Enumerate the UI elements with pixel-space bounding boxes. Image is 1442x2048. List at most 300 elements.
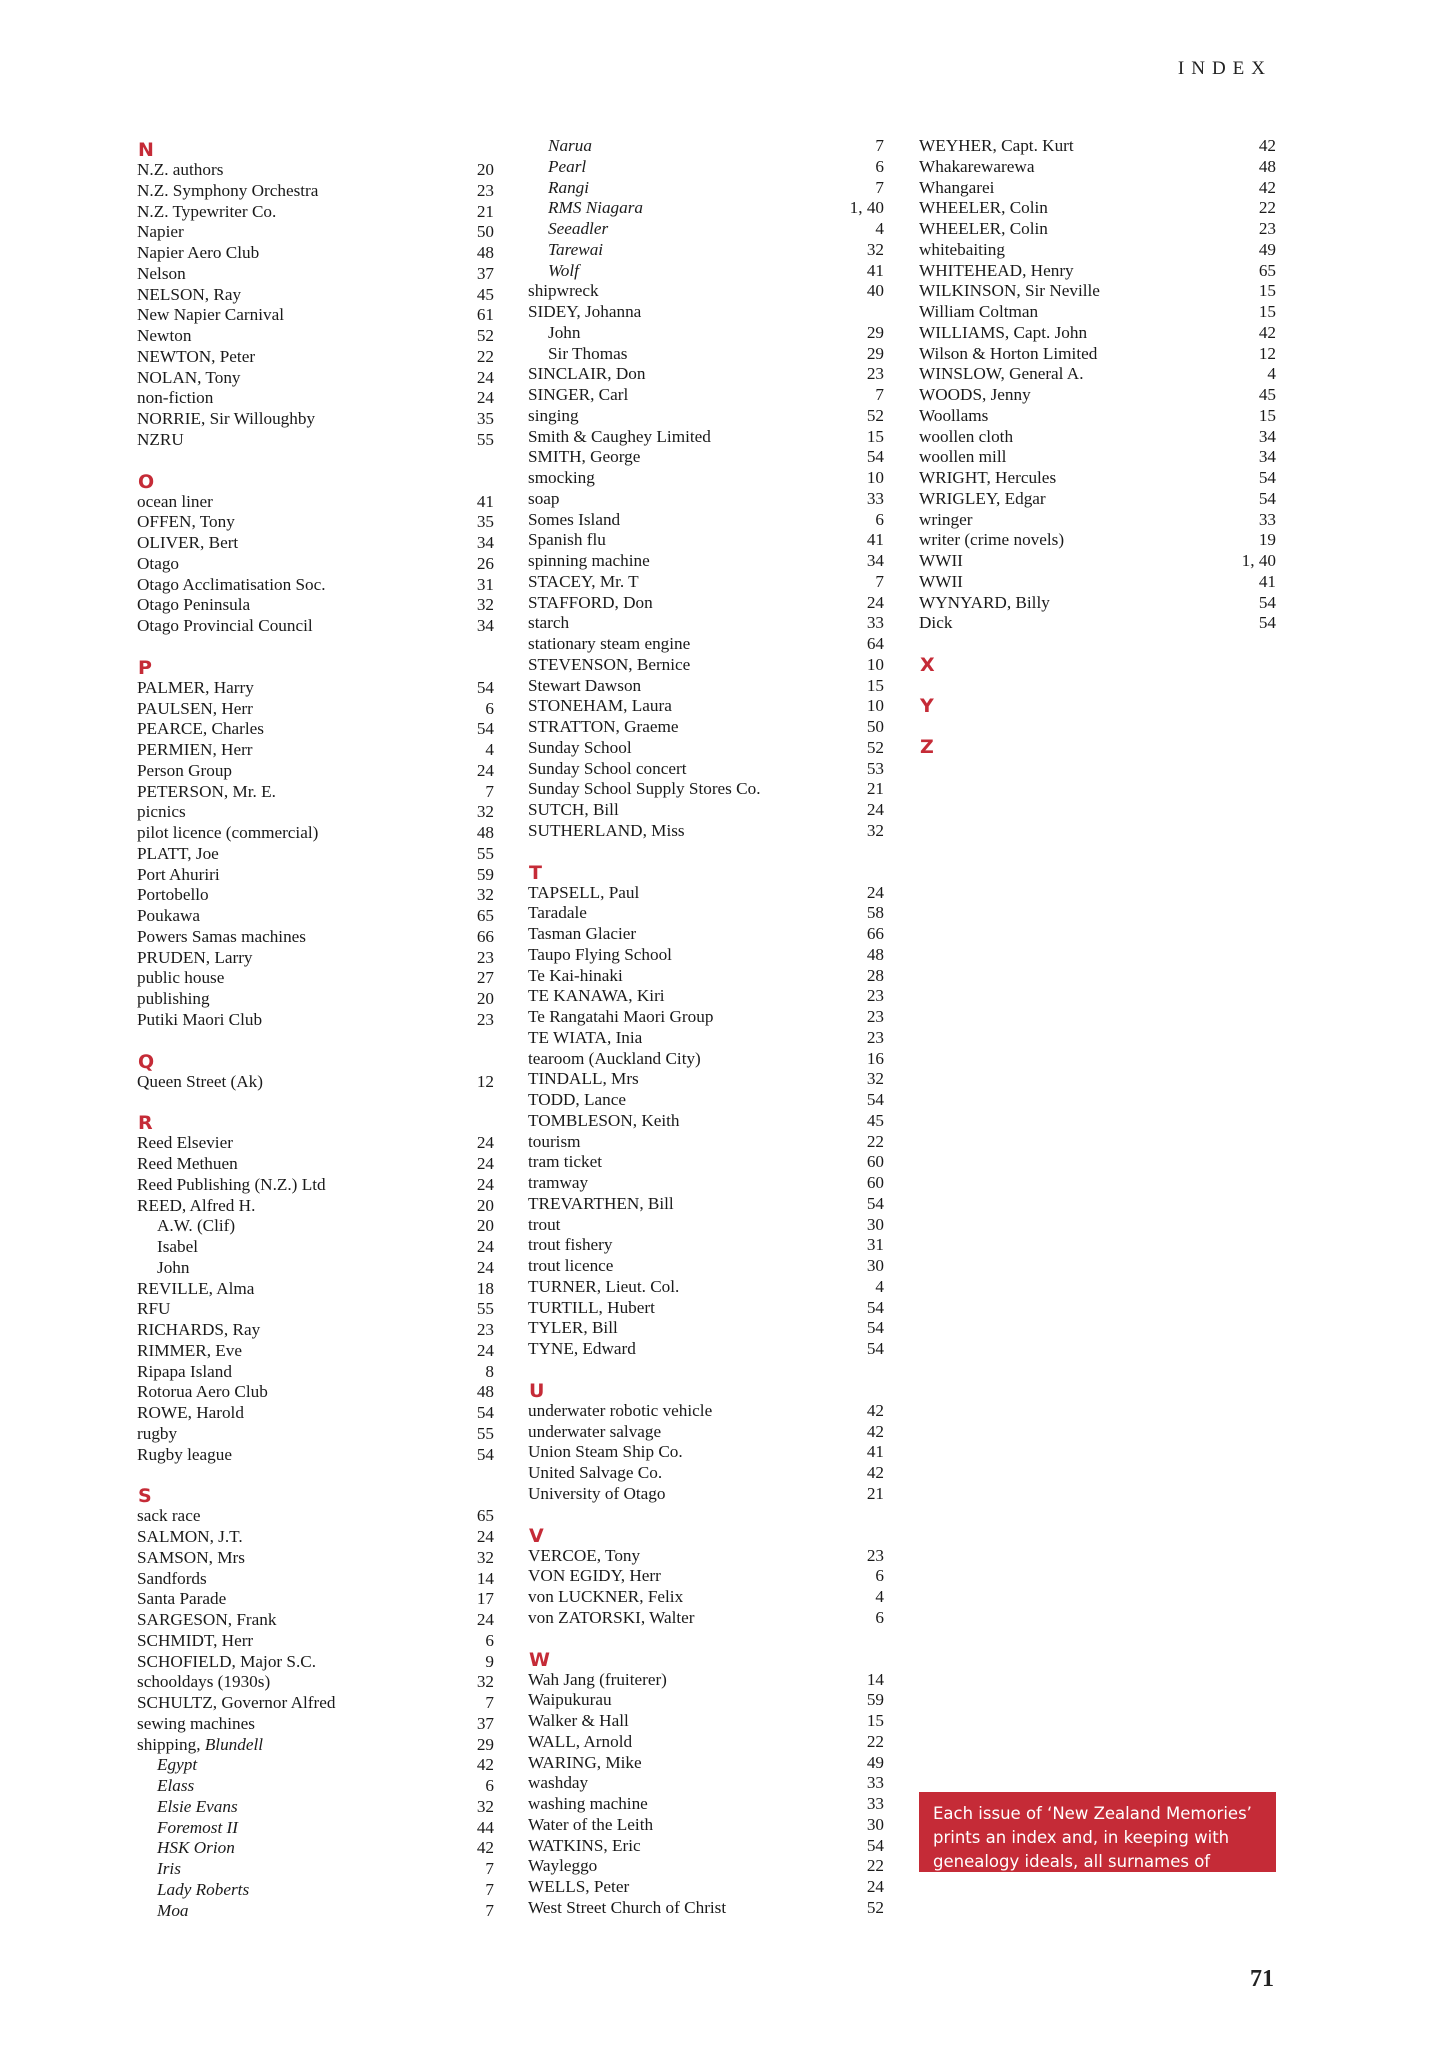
index-entry bbox=[528, 1256, 884, 1277]
index-entry-term: Otago Provincial Council bbox=[137, 616, 313, 635]
index-entry-page: 54 bbox=[866, 1318, 884, 1338]
index-entry bbox=[137, 554, 494, 575]
index-entry-term: Reed Methuen bbox=[137, 1154, 238, 1173]
index-entry-term: WARING, Mike bbox=[528, 1752, 642, 1772]
index-entry-term: WRIGHT, Hercules bbox=[919, 468, 1057, 487]
index-entry bbox=[137, 823, 494, 844]
index-entry-page: 54 bbox=[1258, 613, 1276, 633]
index-entry-term: OLIVER, Bert bbox=[137, 533, 239, 552]
index-entry-page: 34 bbox=[866, 551, 884, 570]
index-entry bbox=[528, 510, 884, 531]
index-entry-term: TYLER, Bill bbox=[528, 1318, 618, 1338]
index-entry bbox=[919, 530, 1276, 551]
index-entry bbox=[137, 160, 494, 181]
index-entry-page: 7 bbox=[485, 1900, 494, 1920]
index-entry-page: 7 bbox=[875, 136, 884, 155]
index-entry-term: Rangi bbox=[548, 177, 590, 197]
index-entry bbox=[137, 719, 494, 740]
index-entry-page: 24 bbox=[476, 1610, 494, 1629]
index-entry bbox=[528, 551, 884, 572]
index-entry-page: 54 bbox=[866, 1339, 884, 1358]
index-entry bbox=[137, 948, 494, 969]
index-entry bbox=[528, 261, 884, 282]
index-entry-term: WWII bbox=[919, 551, 963, 570]
index-entry-page: 6 bbox=[875, 509, 884, 529]
section-gap bbox=[137, 1031, 494, 1048]
index-entry-term: Somes Island bbox=[528, 509, 621, 529]
index-entry-page: 22 bbox=[866, 1731, 884, 1751]
index-entry-page: 15 bbox=[866, 426, 884, 446]
section-gap bbox=[137, 451, 494, 468]
index-entry bbox=[528, 779, 884, 800]
index-entry-term: PERMIEN, Herr bbox=[137, 740, 253, 759]
index-entry bbox=[919, 323, 1276, 344]
index-entry-term: SMITH, George bbox=[528, 447, 641, 467]
index-entry bbox=[919, 406, 1276, 427]
index-entry-term: Waipukurau bbox=[528, 1690, 612, 1710]
index-entry-page: 32 bbox=[866, 1069, 884, 1089]
index-entry-term: John bbox=[157, 1257, 190, 1277]
index-entry-term: tramway bbox=[528, 1173, 589, 1192]
index-entry-page: 54 bbox=[866, 1297, 884, 1317]
index-entry-page: 24 bbox=[476, 1237, 494, 1256]
index-entry-term: tourism bbox=[528, 1131, 581, 1151]
index-entry-page: 23 bbox=[1258, 219, 1276, 238]
index-entry bbox=[137, 1362, 494, 1383]
index-entry-page: 35 bbox=[476, 512, 494, 532]
index-letter-heading: V bbox=[529, 1524, 544, 1547]
index-entry-page: 32 bbox=[866, 239, 884, 259]
index-entry-page: 17 bbox=[476, 1589, 494, 1609]
index-entry-page: 24 bbox=[866, 592, 884, 612]
index-entry bbox=[528, 1856, 884, 1877]
index-entry-term: Wilson & Horton Limited bbox=[919, 343, 1098, 363]
index-entry bbox=[528, 198, 884, 219]
index-entry-term: TURNER, Lieut. Col. bbox=[528, 1276, 680, 1296]
index-entry-term: NEWTON, Peter bbox=[137, 346, 256, 366]
index-entry bbox=[528, 676, 884, 697]
index-entry-page: 23 bbox=[476, 180, 494, 200]
index-entry bbox=[137, 1010, 494, 1031]
index-letter-heading: Y bbox=[920, 695, 934, 717]
index-entry-page: 15 bbox=[1258, 281, 1276, 301]
index-entry-page: 54 bbox=[866, 1835, 884, 1855]
index-entry bbox=[528, 447, 884, 468]
index-entry-term: TE KANAWA, Kiri bbox=[528, 986, 665, 1006]
index-entry-term: spinning machine bbox=[528, 551, 650, 570]
section-gap bbox=[528, 1360, 884, 1377]
index-entry bbox=[528, 655, 884, 676]
index-entry-term: SUTHERLAND, Miss bbox=[528, 820, 685, 840]
index-entry-page: 54 bbox=[476, 1444, 494, 1464]
index-entry bbox=[528, 157, 884, 178]
index-entry bbox=[528, 1215, 884, 1236]
index-entry bbox=[528, 219, 884, 240]
index-entry bbox=[137, 1652, 494, 1673]
index-entry-page: 24 bbox=[476, 1133, 494, 1153]
index-entry bbox=[528, 427, 884, 448]
index-entry bbox=[528, 1608, 884, 1629]
index-entry-term: United Salvage Co. bbox=[528, 1463, 663, 1482]
index-entry bbox=[528, 323, 884, 344]
index-entry-term: HSK Orion bbox=[157, 1838, 235, 1858]
index-entry bbox=[137, 1279, 494, 1300]
index-entry-term: washing machine bbox=[528, 1794, 648, 1813]
index-entry-term: WELLS, Peter bbox=[528, 1877, 630, 1896]
index-letter-heading: U bbox=[529, 1379, 545, 1402]
index-entry bbox=[137, 1258, 494, 1279]
index-entry bbox=[528, 364, 884, 385]
index-entry-term: WHEELER, Colin bbox=[919, 198, 1048, 218]
index-entry bbox=[137, 1901, 494, 1922]
index-entry-term: STAFFORD, Don bbox=[528, 592, 653, 612]
index-entry-page: 7 bbox=[875, 385, 884, 404]
index-entry-term: starch bbox=[528, 613, 570, 633]
index-entry bbox=[137, 844, 494, 865]
index-entry-term: SAMSON, Mrs bbox=[137, 1547, 245, 1567]
section-gap bbox=[919, 716, 1276, 733]
index-entry-page: 14 bbox=[476, 1568, 494, 1588]
index-entry bbox=[528, 1152, 884, 1173]
index-entry-term: SCHMIDT, Herr bbox=[137, 1630, 254, 1650]
index-entry-page: 37 bbox=[476, 263, 494, 283]
index-entry-term: ocean liner bbox=[137, 491, 213, 511]
index-entry bbox=[137, 699, 494, 720]
index-entry-page: 54 bbox=[866, 1193, 884, 1213]
index-entry-term: Ripapa Island bbox=[137, 1361, 232, 1381]
index-entry-page: 1, 40 bbox=[849, 198, 884, 218]
index-entry bbox=[137, 1755, 494, 1776]
index-entry bbox=[137, 1175, 494, 1196]
index-entry bbox=[528, 924, 884, 945]
index-entry bbox=[528, 302, 884, 323]
index-entry-page: 6 bbox=[875, 1607, 884, 1627]
running-header: INDEX bbox=[1177, 58, 1272, 79]
index-column-2 bbox=[528, 136, 884, 1919]
index-entry bbox=[919, 261, 1276, 282]
index-entry-page: 32 bbox=[866, 820, 884, 840]
section-gap bbox=[528, 1629, 884, 1646]
index-entry bbox=[919, 364, 1276, 385]
index-entry-page: 15 bbox=[1258, 302, 1276, 321]
index-entry-term: sack race bbox=[137, 1506, 201, 1526]
index-entry-term: Taupo Flying School bbox=[528, 944, 672, 964]
index-entry bbox=[919, 344, 1276, 365]
index-entry bbox=[528, 1194, 884, 1215]
index-entry-page: 60 bbox=[866, 1152, 884, 1172]
index-entry-term: Water of the Leith bbox=[528, 1814, 654, 1834]
index-entry-term: Portobello bbox=[137, 885, 209, 905]
index-entry-page: 42 bbox=[1258, 322, 1276, 342]
index-entry bbox=[137, 1382, 494, 1403]
index-entry-page: 29 bbox=[866, 343, 884, 363]
index-entry-page: 52 bbox=[476, 326, 494, 345]
index-entry bbox=[137, 740, 494, 761]
index-entry-page: 26 bbox=[476, 553, 494, 573]
index-entry bbox=[528, 1318, 884, 1339]
index-entry bbox=[919, 157, 1276, 178]
index-entry bbox=[528, 1277, 884, 1298]
index-entry bbox=[528, 1028, 884, 1049]
index-entry-term: singing bbox=[528, 405, 579, 425]
index-entry-page: 10 bbox=[866, 468, 884, 487]
index-entry bbox=[137, 1154, 494, 1175]
index-entry-page: 35 bbox=[476, 409, 494, 428]
index-entry bbox=[528, 385, 884, 406]
index-entry bbox=[137, 1196, 494, 1217]
index-entry bbox=[528, 1111, 884, 1132]
index-entry-term: trout bbox=[528, 1214, 561, 1234]
index-entry bbox=[137, 1299, 494, 1320]
index-entry-term: OFFEN, Tony bbox=[137, 512, 235, 532]
index-entry bbox=[137, 575, 494, 596]
index-entry-page: 19 bbox=[1258, 530, 1276, 550]
index-entry-page: 16 bbox=[866, 1048, 884, 1068]
index-entry-page: 48 bbox=[866, 944, 884, 964]
index-entry-page: 6 bbox=[485, 698, 494, 718]
index-entry-page: 54 bbox=[1258, 488, 1276, 508]
index-entry bbox=[528, 1235, 884, 1256]
index-entry bbox=[137, 595, 494, 616]
index-entry-page: 6 bbox=[875, 156, 884, 176]
index-entry bbox=[137, 1631, 494, 1652]
index-entry bbox=[528, 1463, 884, 1484]
index-entry bbox=[528, 1049, 884, 1070]
index-entry-page: 22 bbox=[866, 1856, 884, 1876]
index-entry-page: 24 bbox=[476, 1340, 494, 1360]
index-entry-page: 7 bbox=[485, 1879, 494, 1899]
index-entry-term: WALL, Arnold bbox=[528, 1731, 633, 1751]
index-entry bbox=[137, 616, 494, 637]
index-entry-term: Union Steam Ship Co. bbox=[528, 1442, 683, 1462]
index-entry bbox=[919, 385, 1276, 406]
index-entry-page: 28 bbox=[866, 965, 884, 985]
index-entry bbox=[528, 1566, 884, 1587]
index-entry-term: von LUCKNER, Felix bbox=[528, 1587, 684, 1606]
index-entry-term: WYNYARD, Billy bbox=[919, 592, 1050, 612]
index-entry-term: SALMON, J.T. bbox=[137, 1527, 243, 1546]
index-entry bbox=[137, 906, 494, 927]
index-entry-page: 18 bbox=[476, 1278, 494, 1298]
index-entry-term: woollen cloth bbox=[919, 426, 1014, 446]
index-entry bbox=[137, 533, 494, 554]
index-entry-page: 34 bbox=[476, 533, 494, 552]
index-entry-page: 34 bbox=[1258, 447, 1276, 467]
index-entry-term: A.W. (Clif) bbox=[157, 1216, 236, 1236]
index-entry bbox=[137, 1320, 494, 1341]
index-entry-term: University of Otago bbox=[528, 1483, 666, 1503]
index-entry-page: 24 bbox=[476, 388, 494, 408]
index-entry-page: 66 bbox=[476, 926, 494, 946]
index-entry-page: 59 bbox=[476, 864, 494, 884]
index-entry-term: NOLAN, Tony bbox=[137, 367, 241, 387]
index-entry-page: 15 bbox=[866, 1711, 884, 1730]
index-entry-page: 23 bbox=[866, 1545, 884, 1565]
index-entry-page: 15 bbox=[1258, 405, 1276, 425]
index-entry-page: 33 bbox=[866, 613, 884, 633]
index-entry bbox=[137, 968, 494, 989]
index-entry-term: PETERSON, Mr. E. bbox=[137, 781, 276, 801]
editorial-note-box: Each issue of ‘New Zealand Memories’ prints an index and, in keeping with genealogy ideals, all surnames of individuals are listed in capitals. bbox=[919, 1792, 1276, 1872]
index-entry-term: REVILLE, Alma bbox=[137, 1278, 255, 1298]
index-entry-page: 48 bbox=[1258, 156, 1276, 176]
index-entry-page: 58 bbox=[866, 903, 884, 923]
index-entry-term: Te Rangatahi Maori Group bbox=[528, 1007, 714, 1026]
index-entry-term: N.Z. Typewriter Co. bbox=[137, 201, 277, 221]
index-entry bbox=[137, 512, 494, 533]
index-entry-page: 7 bbox=[485, 781, 494, 801]
index-entry-page: 59 bbox=[866, 1690, 884, 1710]
index-entry-term: Nelson bbox=[137, 263, 186, 283]
index-entry-term: PRUDEN, Larry bbox=[137, 947, 253, 967]
index-entry-page: 20 bbox=[476, 989, 494, 1008]
index-entry-page: 7 bbox=[875, 571, 884, 591]
index-entry bbox=[919, 572, 1276, 593]
index-entry-term: SCHULTZ, Governor Alfred bbox=[137, 1693, 336, 1712]
index-entry-page: 7 bbox=[485, 1693, 494, 1712]
index-entry bbox=[919, 551, 1276, 572]
index-entry bbox=[137, 264, 494, 285]
index-entry-term: WOODS, Jenny bbox=[919, 385, 1031, 404]
index-entry bbox=[528, 1007, 884, 1028]
index-entry-page: 6 bbox=[485, 1776, 494, 1795]
index-entry-term: Egypt bbox=[157, 1755, 198, 1775]
index-entry-term: PAULSEN, Herr bbox=[137, 698, 253, 718]
index-entry-page: 52 bbox=[866, 737, 884, 757]
index-entry-page: 41 bbox=[866, 260, 884, 280]
index-entry-term: SCHOFIELD, Major S.C. bbox=[137, 1651, 317, 1671]
index-entry-term: TREVARTHEN, Bill bbox=[528, 1193, 674, 1213]
index-entry-page: 7 bbox=[875, 177, 884, 197]
index-entry-term: WHEELER, Colin bbox=[919, 219, 1048, 238]
index-entry-term: STEVENSON, Bernice bbox=[528, 654, 691, 674]
index-entry-page: 65 bbox=[476, 1506, 494, 1526]
index-entry-term: PALMER, Harry bbox=[137, 677, 254, 697]
index-entry-term: SUTCH, Bill bbox=[528, 800, 619, 819]
index-entry bbox=[528, 1173, 884, 1194]
index-entry-page: 24 bbox=[476, 367, 494, 387]
index-entry-page: 24 bbox=[476, 760, 494, 780]
index-entry-term: SARGESON, Frank bbox=[137, 1610, 277, 1629]
index-entry-term: Dick bbox=[919, 613, 953, 633]
index-entry-term: underwater robotic vehicle bbox=[528, 1400, 713, 1420]
index-entry-term: underwater salvage bbox=[528, 1421, 662, 1441]
index-entry bbox=[528, 1773, 884, 1794]
index-entry bbox=[137, 1589, 494, 1610]
index-entry-term: WEYHER, Capt. Kurt bbox=[919, 136, 1074, 155]
index-entry bbox=[528, 489, 884, 510]
index-entry-page: 52 bbox=[866, 1897, 884, 1917]
index-entry-term: VON EGIDY, Herr bbox=[528, 1566, 661, 1586]
index-entry-term: non-fiction bbox=[137, 388, 214, 408]
index-entry-term: Sandfords bbox=[137, 1568, 207, 1588]
index-entry-page: 48 bbox=[476, 243, 494, 262]
index-entry-term: TOMBLESON, Keith bbox=[528, 1110, 680, 1130]
index-entry bbox=[528, 344, 884, 365]
index-entry-term: STONEHAM, Laura bbox=[528, 696, 672, 716]
section-gap bbox=[137, 1465, 494, 1482]
index-entry-term: TYNE, Edward bbox=[528, 1339, 636, 1358]
index-entry-term: N.Z. Symphony Orchestra bbox=[137, 180, 319, 200]
index-letter-heading: W bbox=[529, 1648, 550, 1671]
index-entry-page: 4 bbox=[875, 219, 884, 238]
index-entry-page: 32 bbox=[476, 595, 494, 615]
index-entry-page: 21 bbox=[866, 779, 884, 799]
index-entry-page: 50 bbox=[476, 222, 494, 242]
index-entry bbox=[137, 409, 494, 430]
index-entry bbox=[528, 759, 884, 780]
index-entry bbox=[528, 634, 884, 655]
index-entry bbox=[528, 1422, 884, 1443]
index-entry bbox=[528, 1484, 884, 1505]
index-entry bbox=[137, 1527, 494, 1548]
index-entry-term: WINSLOW, General A. bbox=[919, 364, 1084, 384]
index-entry-term: NZRU bbox=[137, 429, 184, 449]
index-entry-term: WWII bbox=[919, 571, 963, 591]
index-entry-page: 27 bbox=[476, 968, 494, 988]
index-entry bbox=[137, 492, 494, 513]
index-entry-term: Tarewai bbox=[548, 239, 604, 259]
index-entry-page: 14 bbox=[866, 1669, 884, 1689]
index-entry bbox=[137, 1797, 494, 1818]
index-entry-page: 52 bbox=[866, 405, 884, 425]
index-entry-page: 31 bbox=[866, 1235, 884, 1255]
index-entry-page: 60 bbox=[866, 1173, 884, 1192]
index-entry-term: Iris bbox=[157, 1859, 181, 1878]
index-entry-page: 30 bbox=[866, 1814, 884, 1834]
index-entry-term: Otago bbox=[137, 553, 180, 573]
index-entry bbox=[528, 1794, 884, 1815]
index-entry-term bbox=[137, 1735, 263, 1756]
index-entry-term: Pearl bbox=[548, 156, 587, 176]
index-entry-term: WRIGLEY, Edgar bbox=[919, 488, 1046, 508]
index-entry-term: public house bbox=[137, 968, 225, 988]
index-letter-heading: P bbox=[138, 656, 152, 679]
index-entry-term: tram ticket bbox=[528, 1152, 602, 1172]
index-entry-page: 42 bbox=[866, 1463, 884, 1482]
index-entry-term: RIMMER, Eve bbox=[137, 1340, 243, 1360]
index-entry bbox=[137, 388, 494, 409]
index-entry-page: 42 bbox=[1258, 177, 1276, 197]
index-entry-term: Poukawa bbox=[137, 906, 201, 925]
index-entry-page: 32 bbox=[476, 1796, 494, 1816]
index-entry bbox=[137, 285, 494, 306]
index-entry-page: 8 bbox=[485, 1361, 494, 1381]
index-entry bbox=[919, 510, 1276, 531]
index-entry bbox=[528, 821, 884, 842]
index-entry bbox=[137, 865, 494, 886]
index-entry bbox=[528, 800, 884, 821]
section-gap bbox=[919, 634, 1276, 651]
index-entry bbox=[137, 885, 494, 906]
index-entry-term: publishing bbox=[137, 989, 210, 1008]
index-entry bbox=[137, 1237, 494, 1258]
index-entry-page: 32 bbox=[476, 885, 494, 905]
index-entry-page: 24 bbox=[866, 800, 884, 819]
index-entry-page: 24 bbox=[476, 1527, 494, 1546]
index-entry-term: New Napier Carnival bbox=[137, 305, 284, 325]
index-entry-page: 6 bbox=[875, 1566, 884, 1586]
index-entry-term: Rotorua Aero Club bbox=[137, 1382, 268, 1402]
index-entry-page: 23 bbox=[866, 1007, 884, 1026]
index-entry bbox=[137, 1133, 494, 1154]
index-entry bbox=[137, 761, 494, 782]
index-entry-page: 49 bbox=[866, 1752, 884, 1772]
index-entry-term: Woollams bbox=[919, 405, 989, 425]
index-entry-term: Smith & Caughey Limited bbox=[528, 426, 711, 446]
index-entry-page: 54 bbox=[476, 677, 494, 697]
index-entry-page: 23 bbox=[866, 986, 884, 1006]
